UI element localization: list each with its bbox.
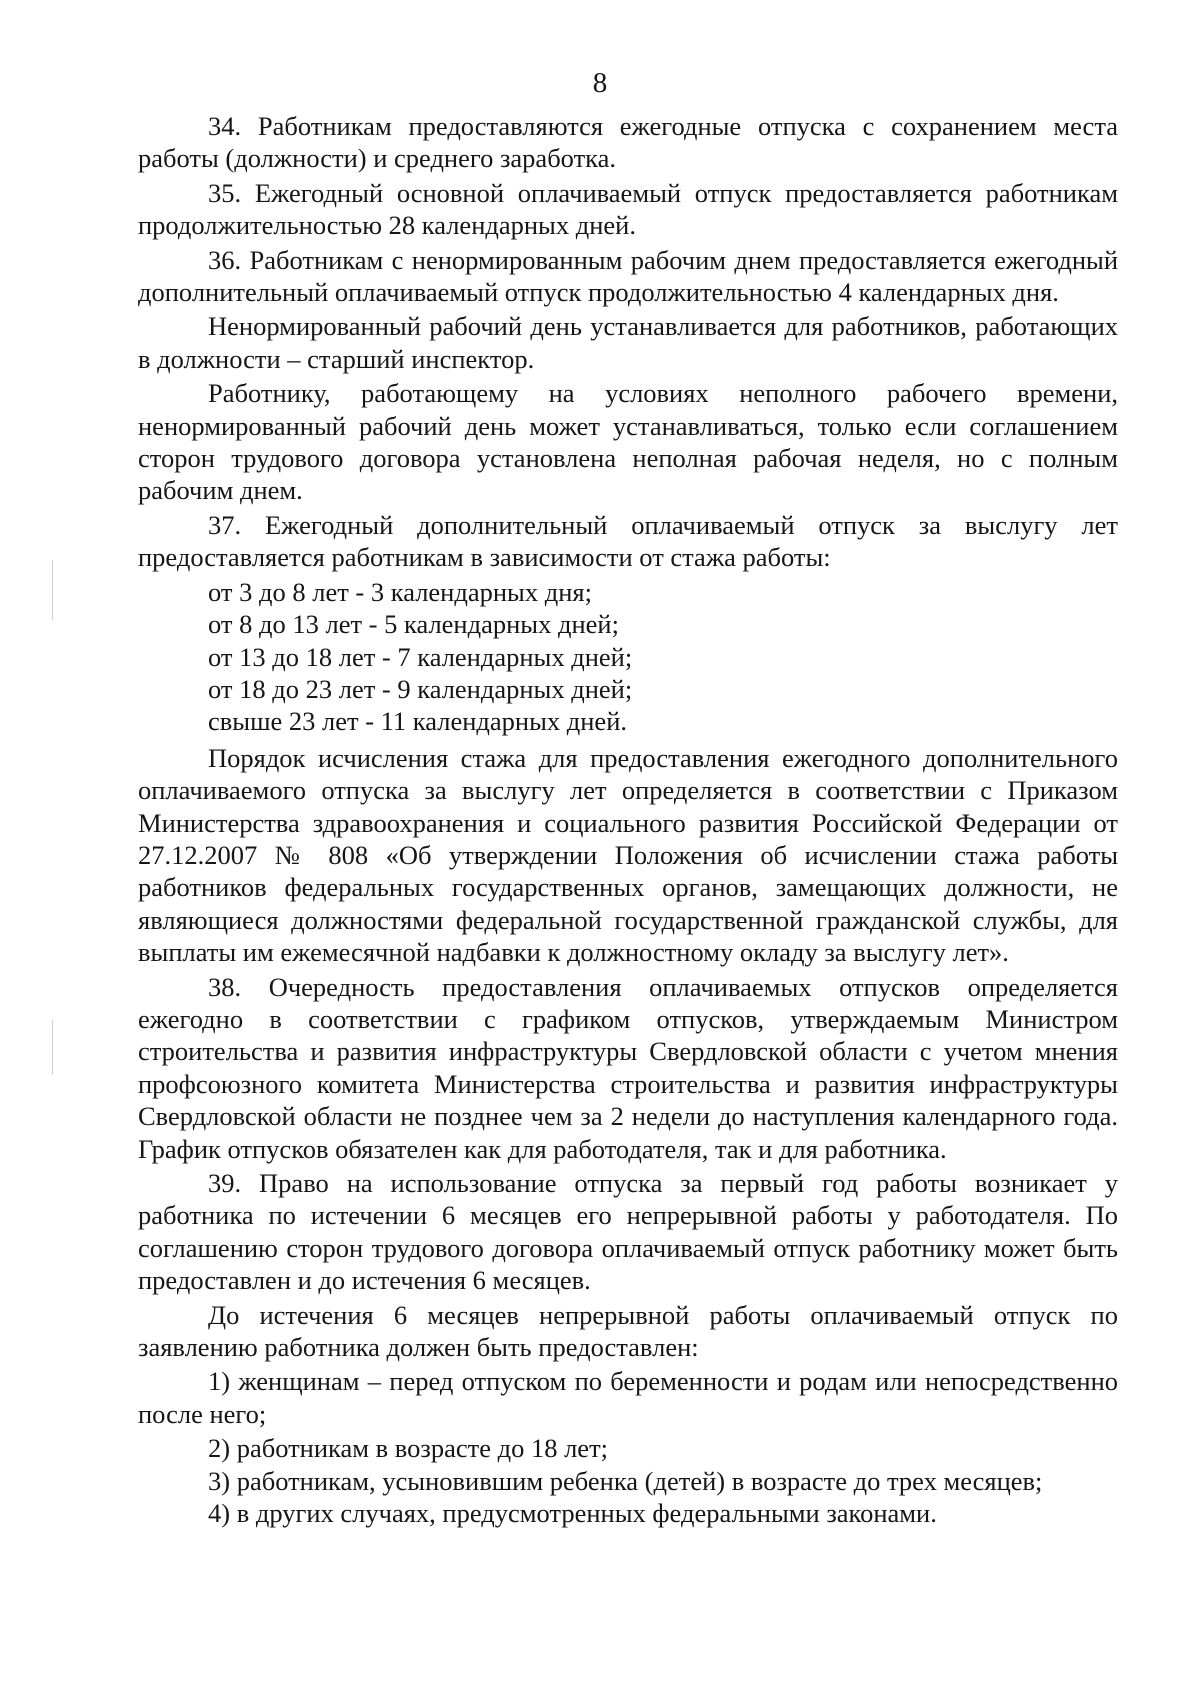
list-item: 3) работникам, усыновившим ребенка (детей) в возрасте до трех месяцев; [208, 1465, 1043, 1496]
paragraph-34: 34. Работникам предоставляются ежегодные отпуска с сохранением места работы (должности) и среднего заработка. [138, 111, 1118, 174]
list-item: свыше 23 лет - 11 календарных дней. [208, 706, 628, 737]
paragraph-37: 37. Ежегодный дополнительный оплачиваемый отпуск за выслугу лет предоставляется работникам в зависимости от стажа работы: [138, 509, 1118, 573]
paragraph-before-six-months: До истечения 6 месяцев непрерывной работы оплачиваемый отпуск по заявлению работника должен быть предоставлен: [138, 1299, 1118, 1363]
paragraph-part-time: Работнику, работающему на условиях неполного рабочего времени, ненормированный рабочий день может устанавливаться, только если соглашением сторон трудового договора установлена неполная рабочая неделя, но с полным рабочим днем. [138, 378, 1118, 506]
seniority-list [138, 576, 1118, 738]
list-item-women: 1) женщинам – перед отпуском по беременности и родам или непосредственно после него; [138, 1366, 1118, 1429]
final-list [138, 1432, 1118, 1529]
paragraph-seniority-calculation: Порядок исчисления стажа для предоставления ежегодного дополнительного оплачиваемого отпуска за выслугу лет определяется в соответствии с Приказом Министерства здравоохранения и социального развития Российской Федерации от 27.12.2007 № 808 «Об утверждении Положения об исчислении стажа работы работников федеральных государственных органов, замещающих должности, не являющиеся должностями федеральной государственной гражданской службы, для выплаты им ежемесячной надбавки к должностному окладу за выслугу лет». [138, 742, 1118, 968]
document-body [138, 110, 1118, 1533]
list-item: от 13 до 18 лет - 7 календарных дней; [208, 641, 633, 672]
list-item: от 8 до 13 лет - 5 календарных дней; [208, 609, 619, 640]
paragraph-39: 39. Право на использование отпуска за первый год работы возникает у работника по истечении 6 месяцев его непрерывной работы у работодателя. По соглашению сторон трудового договора оплачиваемый отпуск работнику может быть предоставлен и до истечения 6 месяцев. [138, 1168, 1118, 1296]
scan-margin-mark [52, 1020, 53, 1075]
paragraph-35: 35. Ежегодный основной оплачиваемый отпуск предоставляется работникам продолжительностью 28 календарных дней. [138, 177, 1118, 241]
list-item: от 18 до 23 лет - 9 календарных дней; [208, 673, 633, 704]
page-number: 8 [592, 67, 608, 99]
scan-margin-mark [52, 560, 53, 620]
list-item: от 3 до 8 лет - 3 календарных дня; [208, 576, 592, 607]
list-item: 4) в других случаях, предусмотренных федеральными законами. [208, 1498, 937, 1529]
paragraph-irregular-day: Ненормированный рабочий день устанавливается для работников, работающих в должности – старший инспектор. [138, 311, 1118, 374]
list-item: 2) работникам в возрасте до 18 лет; [208, 1433, 609, 1464]
paragraph-38: 38. Очередность предоставления оплачиваемых отпусков определяется ежегодно в соответствии с графиком отпусков, утверждаемым Министром строительства и развития инфраструктуры Свердловской области с учетом мнения профсоюзного комитета Министерства строительства и развития инфраструктуры Свердловской области не позднее чем за 2 недели до наступления календарного года. График отпусков обязателен как для работодателя, так и для работника. [138, 971, 1118, 1164]
paragraph-36: 36. Работникам с ненормированным рабочим днем предоставляется ежегодный дополнительный оплачиваемый отпуск продолжительностью 4 календарных дня. [138, 244, 1118, 308]
